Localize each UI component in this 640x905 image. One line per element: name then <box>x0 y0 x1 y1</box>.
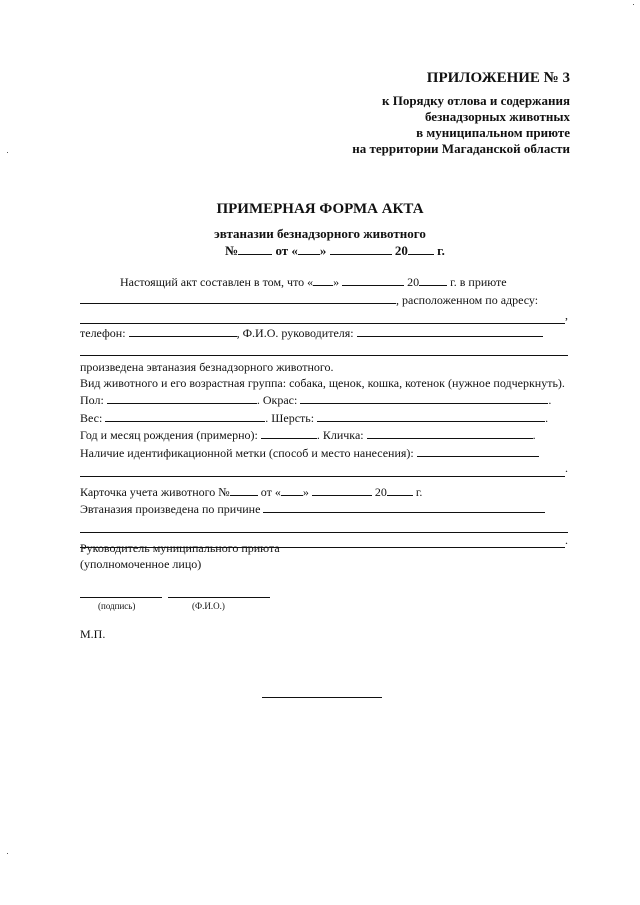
card-year-field[interactable] <box>387 483 413 496</box>
scan-speck <box>7 152 8 153</box>
act-month-field[interactable] <box>330 242 392 255</box>
act-subtitle <box>0 226 640 259</box>
birth-nickname-line <box>80 426 568 444</box>
appendix-line: в муниципальном приюте <box>416 125 570 140</box>
performed-line: произведена эвтаназия безнадзорного животного. <box>80 360 334 374</box>
appendix-title: ПРИЛОЖЕНИЕ № 3 <box>426 70 570 86</box>
year-prefix: 20 <box>374 484 387 499</box>
card-line <box>80 483 568 501</box>
from-label: от « <box>275 243 298 258</box>
bottom-rule <box>262 697 382 698</box>
appendix-line: безнадзорных животных <box>424 109 570 124</box>
intro-line <box>80 273 568 291</box>
signer-title: Руководитель муниципального приюта <box>80 541 280 555</box>
dot: . <box>548 393 552 407</box>
appendix-header <box>300 70 570 157</box>
head-name-field[interactable] <box>357 324 543 337</box>
shelter-name-field[interactable] <box>80 291 396 304</box>
mark-line <box>80 444 568 462</box>
phone-line <box>80 324 568 342</box>
sex-color-line <box>80 391 568 409</box>
mark-continuation-line <box>80 461 568 477</box>
card-day-field[interactable] <box>281 483 303 496</box>
reason-line <box>80 500 568 518</box>
reason-field[interactable] <box>263 500 545 513</box>
head-name-label: , Ф.И.О. руководителя: <box>236 325 354 340</box>
mark-continuation-field[interactable] <box>80 462 565 477</box>
form-body <box>80 273 568 548</box>
signature-caption: (подпись) <box>98 601 136 611</box>
dot: . <box>545 410 549 425</box>
birth-field[interactable] <box>261 426 317 439</box>
phone-field[interactable] <box>129 324 237 337</box>
quote-close: » <box>333 275 340 289</box>
dot: . <box>532 428 536 442</box>
address-line <box>80 308 568 324</box>
nickname-label: . Кличка: <box>316 428 364 442</box>
act-number-field[interactable] <box>238 242 272 255</box>
species-line: Вид животного и его возрастная группа: собака, щенок, кошка, котенок (нужное подчеркнуть). <box>80 375 565 390</box>
dot: . <box>565 532 568 547</box>
weight-field[interactable] <box>105 409 265 422</box>
quote-close: » <box>319 243 327 258</box>
signer-name-field[interactable] <box>168 597 270 598</box>
scan-speck <box>7 853 8 854</box>
signer-subtitle: (уполномоченное лицо) <box>80 557 202 571</box>
mark-label: Наличие идентификационной метки (способ и место нанесения): <box>80 445 414 460</box>
act-year-field[interactable] <box>408 242 434 255</box>
year-suffix: г. <box>437 243 445 258</box>
shelter-label: г. в приюте <box>450 275 507 289</box>
card-label: Карточка учета животного № <box>80 484 230 499</box>
weight-fur-line <box>80 409 568 427</box>
sex-label: Пол: <box>80 393 104 407</box>
mark-field[interactable] <box>417 444 539 457</box>
comma: , <box>565 308 568 322</box>
nickname-field[interactable] <box>367 426 533 439</box>
act-day-field[interactable] <box>298 242 320 255</box>
stamp-place: М.П. <box>80 627 106 641</box>
year-suffix: г. <box>415 484 423 499</box>
year-prefix: 20 <box>394 243 408 258</box>
name-caption: (Ф.И.О.) <box>192 601 225 611</box>
act-number-line <box>0 242 640 259</box>
color-label: . Окрас: <box>256 393 298 407</box>
blank-line[interactable] <box>80 341 568 356</box>
scan-speck <box>633 4 634 5</box>
birth-label: Год и месяц рождения (примерно): <box>80 428 258 442</box>
signature-block <box>80 540 280 572</box>
signature-field[interactable] <box>80 597 162 598</box>
year-field[interactable] <box>419 273 447 286</box>
day-field[interactable] <box>313 273 333 286</box>
fur-label: . Шерсть: <box>265 410 315 425</box>
quote-close: » <box>302 484 309 499</box>
weight-label: Вес: <box>80 410 103 425</box>
appendix-line: на территории Магаданской области <box>352 141 570 156</box>
shelter-line <box>80 291 568 309</box>
fur-field[interactable] <box>317 409 545 422</box>
card-from-label: от « <box>260 484 281 499</box>
subtitle-line: эвтаназии безнадзорного животного <box>214 226 426 241</box>
year-prefix: 20 <box>407 275 420 289</box>
reason-label: Эвтаназия произведена по причине <box>80 502 261 516</box>
address-label: , расположенном по адресу: <box>396 292 539 307</box>
number-label: № <box>225 243 239 258</box>
month-field[interactable] <box>342 273 404 286</box>
address-field[interactable] <box>80 309 565 324</box>
card-month-field[interactable] <box>312 483 372 496</box>
form-title: ПРИМЕРНАЯ ФОРМА АКТА <box>216 201 424 217</box>
dot: . <box>565 461 568 475</box>
sex-field[interactable] <box>107 391 257 404</box>
reason-continuation-field[interactable] <box>80 518 568 533</box>
intro-text: Настоящий акт составлен в том, что « <box>120 275 314 289</box>
card-number-field[interactable] <box>230 483 258 496</box>
color-field[interactable] <box>300 391 548 404</box>
phone-label: телефон: <box>80 325 126 340</box>
appendix-line: к Порядку отлова и содержания <box>381 93 570 108</box>
